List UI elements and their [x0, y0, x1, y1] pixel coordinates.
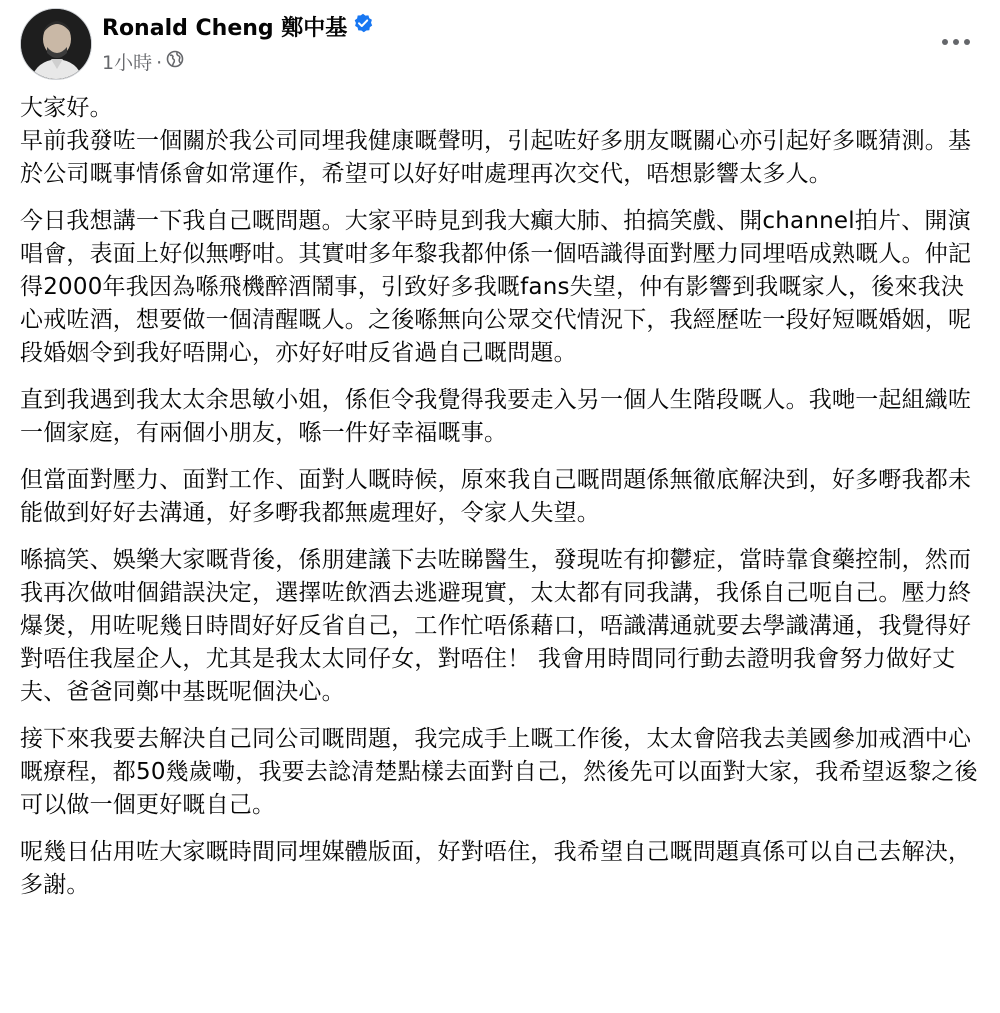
post-meta: [102, 50, 184, 77]
avatar[interactable]: [20, 8, 92, 80]
post-paragraph: 直到我遇到我太太余思敏小姐，係佢令我覺得我要走入另一個人生階段嘅人。我哋一起組織咗一個家庭，有兩個小朋友，喺一件好幸福嘅事。: [20, 387, 972, 446]
profile-photo-icon: [21, 9, 92, 80]
post-paragraph: 但當面對壓力、面對工作、面對人嘅時候，原來我自己嘅問題係無徹底解決到，好多嘢我都未能做到好好去溝通，好多嘢我都無處理好，令家人失望。: [20, 467, 972, 526]
author-name-text[interactable]: Ronald Cheng 鄭中基: [102, 16, 348, 41]
post-paragraph: 今日我想講一下我自己嘅問題。大家平時見到我大癲大肺、拍搞笑戲、開channel拍片、開演唱會，表面上好似無嘢咁。其實咁多年黎我都仲係一個唔識得面對壓力同埋唔成熟嘅人。仲記得2000年我因為喺飛機醉酒鬧事，引致好多我嘅fans失望，仲有影響到我嘅家人，後來我決心戒咗酒，想要做一個清醒嘅人。之後喺無向公眾交代情況下，我經歷咗一段好短嘅婚姻，呢段婚姻令到我好唔開心，亦好好咁反省過自己嘅問題。: [20, 208, 972, 366]
more-dot: [953, 39, 959, 45]
more-options-icon[interactable]: [936, 26, 976, 58]
post-body: [20, 92, 982, 916]
post-paragraph: 大家好。 早前我發咗一個關於我公司同埋我健康嘅聲明，引起咗好多朋友嘅關心亦引起好多嘅猜測。基於公司嘅事情係會如常運作，希望可以好好咁處理再次交代，唔想影響太多人。: [20, 95, 972, 187]
post-paragraph: 呢幾日佔用咗大家嘅時間同埋媒體版面，好對唔住，我希望自己嘅問題真係可以自己去解決，多謝。: [20, 839, 972, 898]
post-paragraph: 喺搞笑、娛樂大家嘅背後，係朋建議下去咗睇醫生，發現咗有抑鬱症，當時靠食藥控制，然而我再次做咁個錯誤決定，選擇咗飲酒去逃避現實，太太都有同我講，我係自己呃自己。壓力終爆煲，用咗呢幾日時間好好反省自己，工作忙唔係藉口，唔識溝通就要去學識溝通，我覺得好對唔住我屋企人，尤其是我太太同仔女，對唔住！ 我會用時間同行動去證明我會努力做好丈夫、爸爸同鄭中基既呢個決心。: [20, 547, 972, 705]
post-timestamp[interactable]: 1小時: [102, 52, 153, 74]
verified-badge-icon: [353, 12, 373, 42]
post-paragraph: 接下來我要去解決自己同公司嘅問題，我完成手上嘅工作後，太太會陪我去美國參加戒酒中心嘅療程，都50幾歲嘞，我要去諗清楚點樣去面對自己，然後先可以面對大家，我希望返黎之後可以做一個更好嘅自己。: [20, 726, 978, 818]
author-name[interactable]: [102, 14, 373, 44]
more-dot: [942, 39, 948, 45]
globe-icon[interactable]: [166, 49, 184, 75]
post-header: [20, 8, 980, 88]
meta-separator: ·: [156, 52, 163, 74]
more-dot: [964, 39, 970, 45]
